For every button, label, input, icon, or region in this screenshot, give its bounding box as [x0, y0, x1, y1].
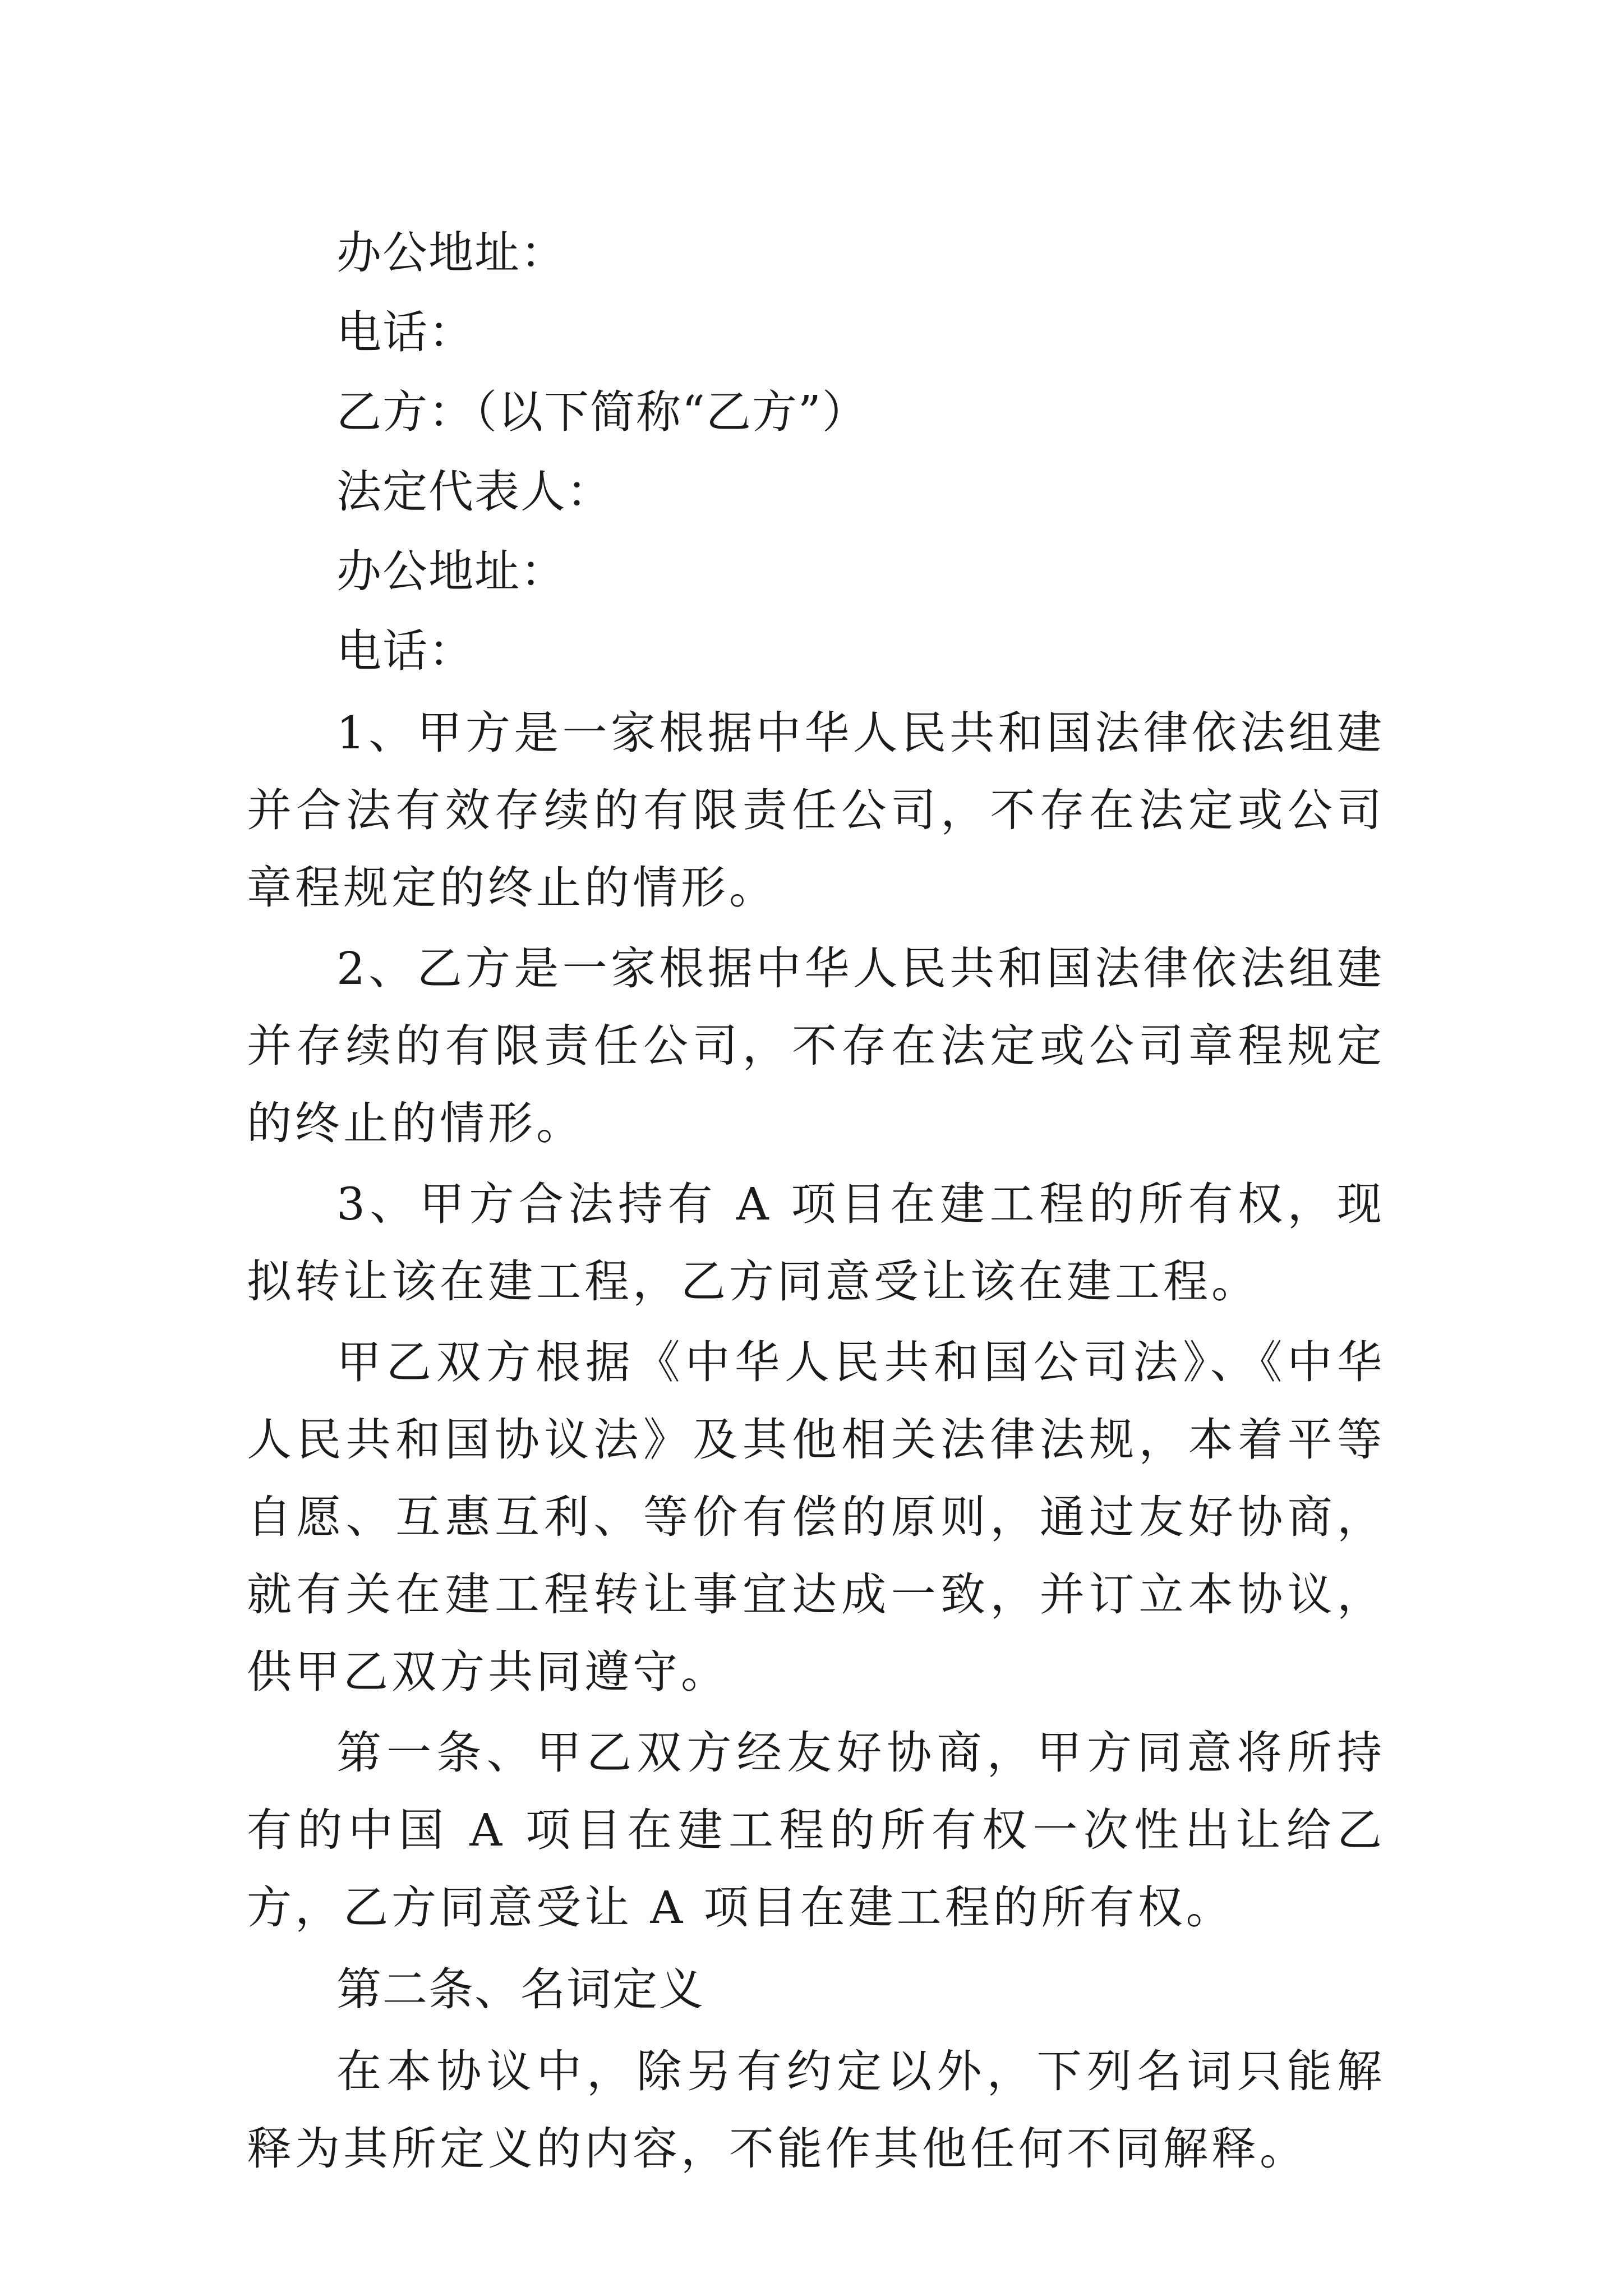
article-1-paragraph: 第一条、甲乙双方经友好协商，甲方同意将所持有的中国 A 项目在建工程的所有权一次性出让给乙方，乙方同意受让 A 项目在建工程的所有权。 — [247, 1727, 1385, 1934]
legal-representative-label: 法定代表人： — [336, 466, 612, 518]
office-address-label-party-b: 办公地址： — [336, 545, 566, 597]
document-page — [247, 213, 1385, 2188]
agreement-basis-paragraph: 甲乙双方根据《中华人民共和国公司法》、《中华人民共和国协议法》及其他相关法律法规，本着平等自愿、互惠互利、等价有偿的原则，通过友好协商，就有关在建工程转让事宜达成一致，并订立本协议，供甲乙双方共同遵守。 — [247, 1336, 1385, 1698]
party-b-label: 乙方：（以下简称“乙方”） — [336, 386, 868, 438]
office-address-label-party-a: 办公地址： — [336, 227, 566, 279]
definitions-paragraph: 在本协议中，除另有约定以外，下列名词只能解释为其所定义的内容，不能作其他任何不同解释。 — [247, 2045, 1385, 2175]
recital-1: 1、甲方是一家根据中华人民共和国法律依法组建并合法有效存续的有限责任公司，不存在法定或公司章程规定的终止的情形。 — [247, 707, 1385, 914]
recital-2: 2、乙方是一家根据中华人民共和国法律依法组建并存续的有限责任公司，不存在法定或公司章程规定的终止的情形。 — [247, 942, 1385, 1149]
phone-label-party-b: 电话： — [336, 625, 474, 677]
recital-3: 3、甲方合法持有 A 项目在建工程的所有权，现拟转让该在建工程，乙方同意受让该在建工程。 — [247, 1178, 1385, 1308]
article-2-heading: 第二条、名词定义 — [336, 1963, 704, 2016]
phone-label-party-a: 电话： — [336, 306, 474, 358]
